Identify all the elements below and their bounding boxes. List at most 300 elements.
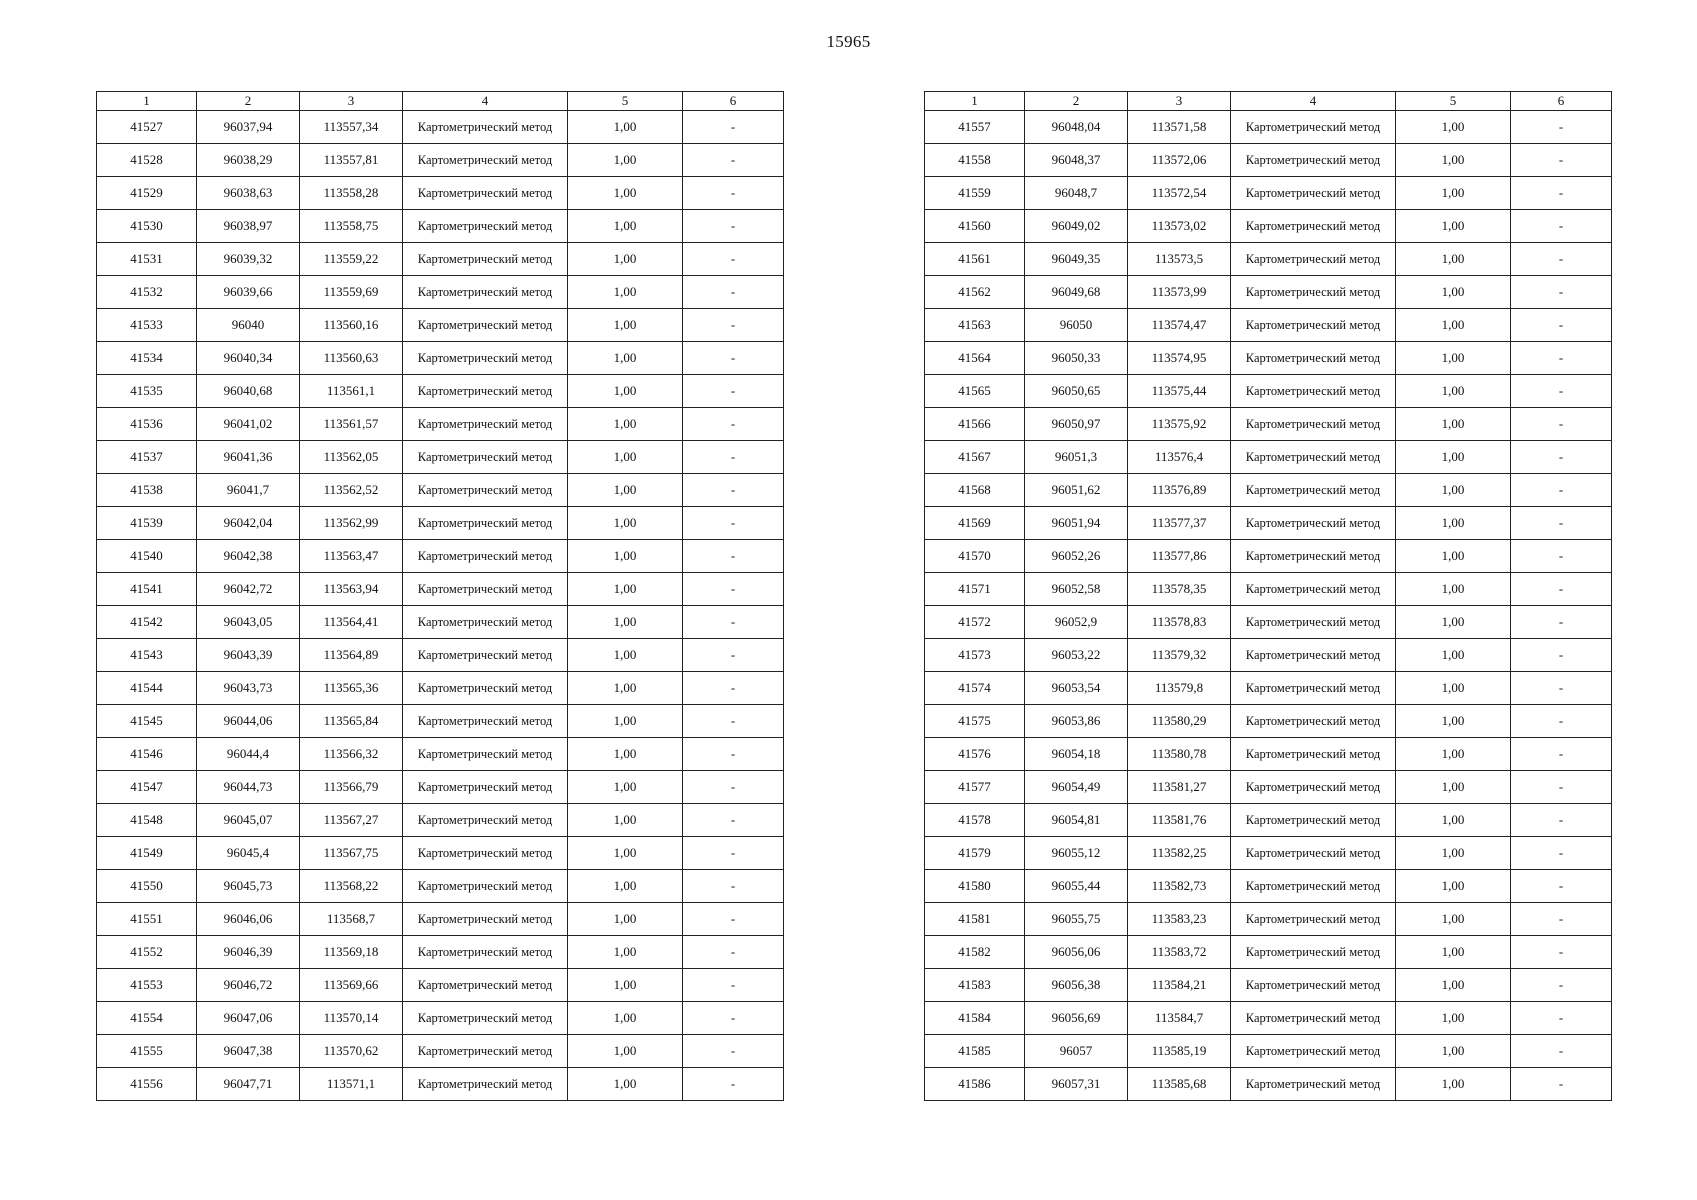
description-cell: - xyxy=(683,870,784,903)
table-row xyxy=(97,573,784,606)
point-number-cell: 41544 xyxy=(97,672,197,705)
method-cell: Картометрический метод xyxy=(403,441,568,474)
y-coordinate-cell: 113576,4 xyxy=(1128,441,1231,474)
table-row xyxy=(925,936,1612,969)
point-number-cell: 41568 xyxy=(925,474,1025,507)
accuracy-cell: 1,00 xyxy=(1396,1002,1511,1035)
table-row xyxy=(925,1002,1612,1035)
point-number-cell: 41554 xyxy=(97,1002,197,1035)
point-number-cell: 41562 xyxy=(925,276,1025,309)
description-cell: - xyxy=(683,474,784,507)
y-coordinate-cell: 113567,27 xyxy=(300,804,403,837)
accuracy-cell: 1,00 xyxy=(568,144,683,177)
column-header: 1 xyxy=(97,92,197,111)
method-cell: Картометрический метод xyxy=(1231,408,1396,441)
table-row xyxy=(925,1068,1612,1101)
method-cell: Картометрический метод xyxy=(403,408,568,441)
accuracy-cell: 1,00 xyxy=(568,1002,683,1035)
point-number-cell: 41580 xyxy=(925,870,1025,903)
accuracy-cell: 1,00 xyxy=(568,870,683,903)
method-cell: Картометрический метод xyxy=(1231,144,1396,177)
x-coordinate-cell: 96049,02 xyxy=(1025,210,1128,243)
table-row xyxy=(925,573,1612,606)
y-coordinate-cell: 113578,35 xyxy=(1128,573,1231,606)
point-number-cell: 41579 xyxy=(925,837,1025,870)
y-coordinate-cell: 113568,22 xyxy=(300,870,403,903)
description-cell: - xyxy=(1511,804,1612,837)
x-coordinate-cell: 96044,73 xyxy=(197,771,300,804)
method-cell: Картометрический метод xyxy=(403,309,568,342)
table-row xyxy=(925,705,1612,738)
accuracy-cell: 1,00 xyxy=(568,474,683,507)
accuracy-cell: 1,00 xyxy=(568,969,683,1002)
description-cell: - xyxy=(683,1068,784,1101)
description-cell: - xyxy=(1511,210,1612,243)
table-row xyxy=(925,111,1612,144)
point-number-cell: 41543 xyxy=(97,639,197,672)
accuracy-cell: 1,00 xyxy=(568,606,683,639)
table-row xyxy=(925,474,1612,507)
method-cell: Картометрический метод xyxy=(1231,342,1396,375)
x-coordinate-cell: 96048,37 xyxy=(1025,144,1128,177)
table-row xyxy=(97,606,784,639)
point-number-cell: 41573 xyxy=(925,639,1025,672)
accuracy-cell: 1,00 xyxy=(568,309,683,342)
x-coordinate-cell: 96052,58 xyxy=(1025,573,1128,606)
x-coordinate-cell: 96049,35 xyxy=(1025,243,1128,276)
description-cell: - xyxy=(683,639,784,672)
x-coordinate-cell: 96046,72 xyxy=(197,969,300,1002)
y-coordinate-cell: 113581,27 xyxy=(1128,771,1231,804)
y-coordinate-cell: 113575,44 xyxy=(1128,375,1231,408)
x-coordinate-cell: 96040 xyxy=(197,309,300,342)
accuracy-cell: 1,00 xyxy=(1396,111,1511,144)
y-coordinate-cell: 113573,99 xyxy=(1128,276,1231,309)
x-coordinate-cell: 96042,38 xyxy=(197,540,300,573)
accuracy-cell: 1,00 xyxy=(568,210,683,243)
method-cell: Картометрический метод xyxy=(1231,111,1396,144)
y-coordinate-cell: 113585,68 xyxy=(1128,1068,1231,1101)
description-cell: - xyxy=(683,771,784,804)
table-row xyxy=(97,870,784,903)
y-coordinate-cell: 113569,18 xyxy=(300,936,403,969)
accuracy-cell: 1,00 xyxy=(1396,474,1511,507)
description-cell: - xyxy=(1511,111,1612,144)
point-number-cell: 41531 xyxy=(97,243,197,276)
point-number-cell: 41533 xyxy=(97,309,197,342)
x-coordinate-cell: 96043,73 xyxy=(197,672,300,705)
x-coordinate-cell: 96055,12 xyxy=(1025,837,1128,870)
y-coordinate-cell: 113578,83 xyxy=(1128,606,1231,639)
y-coordinate-cell: 113570,14 xyxy=(300,1002,403,1035)
description-cell: - xyxy=(683,210,784,243)
point-number-cell: 41561 xyxy=(925,243,1025,276)
x-coordinate-cell: 96053,86 xyxy=(1025,705,1128,738)
point-number-cell: 41574 xyxy=(925,672,1025,705)
point-number-cell: 41585 xyxy=(925,1035,1025,1068)
point-number-cell: 41583 xyxy=(925,969,1025,1002)
description-cell: - xyxy=(683,969,784,1002)
description-cell: - xyxy=(683,243,784,276)
point-number-cell: 41557 xyxy=(925,111,1025,144)
page-number: 15965 xyxy=(826,32,871,51)
x-coordinate-cell: 96039,32 xyxy=(197,243,300,276)
column-header: 4 xyxy=(1231,92,1396,111)
description-cell: - xyxy=(1511,342,1612,375)
accuracy-cell: 1,00 xyxy=(1396,342,1511,375)
method-cell: Картометрический метод xyxy=(1231,243,1396,276)
point-number-cell: 41538 xyxy=(97,474,197,507)
table-row xyxy=(925,639,1612,672)
x-coordinate-cell: 96052,26 xyxy=(1025,540,1128,573)
accuracy-cell: 1,00 xyxy=(1396,606,1511,639)
y-coordinate-cell: 113557,81 xyxy=(300,144,403,177)
x-coordinate-cell: 96050,65 xyxy=(1025,375,1128,408)
x-coordinate-cell: 96052,9 xyxy=(1025,606,1128,639)
accuracy-cell: 1,00 xyxy=(568,705,683,738)
method-cell: Картометрический метод xyxy=(1231,639,1396,672)
table-header-row xyxy=(97,92,784,111)
accuracy-cell: 1,00 xyxy=(1396,441,1511,474)
method-cell: Картометрический метод xyxy=(403,738,568,771)
accuracy-cell: 1,00 xyxy=(568,276,683,309)
point-number-cell: 41586 xyxy=(925,1068,1025,1101)
point-number-cell: 41542 xyxy=(97,606,197,639)
table-row xyxy=(97,969,784,1002)
description-cell: - xyxy=(1511,738,1612,771)
method-cell: Картометрический метод xyxy=(1231,606,1396,639)
point-number-cell: 41527 xyxy=(97,111,197,144)
x-coordinate-cell: 96044,06 xyxy=(197,705,300,738)
method-cell: Картометрический метод xyxy=(403,111,568,144)
point-number-cell: 41558 xyxy=(925,144,1025,177)
table-row xyxy=(97,441,784,474)
accuracy-cell: 1,00 xyxy=(568,738,683,771)
y-coordinate-cell: 113572,06 xyxy=(1128,144,1231,177)
y-coordinate-cell: 113563,94 xyxy=(300,573,403,606)
y-coordinate-cell: 113561,57 xyxy=(300,408,403,441)
point-number-cell: 41576 xyxy=(925,738,1025,771)
x-coordinate-cell: 96044,4 xyxy=(197,738,300,771)
table-row xyxy=(97,1035,784,1068)
coordinates-table-right xyxy=(924,91,1612,1101)
description-cell: - xyxy=(683,144,784,177)
accuracy-cell: 1,00 xyxy=(568,936,683,969)
table-row xyxy=(925,309,1612,342)
y-coordinate-cell: 113572,54 xyxy=(1128,177,1231,210)
table-row xyxy=(97,177,784,210)
table-row xyxy=(97,639,784,672)
accuracy-cell: 1,00 xyxy=(568,771,683,804)
x-coordinate-cell: 96046,39 xyxy=(197,936,300,969)
y-coordinate-cell: 113561,1 xyxy=(300,375,403,408)
x-coordinate-cell: 96054,18 xyxy=(1025,738,1128,771)
x-coordinate-cell: 96042,72 xyxy=(197,573,300,606)
y-coordinate-cell: 113562,99 xyxy=(300,507,403,540)
x-coordinate-cell: 96054,49 xyxy=(1025,771,1128,804)
table-row xyxy=(97,507,784,540)
accuracy-cell: 1,00 xyxy=(1396,969,1511,1002)
point-number-cell: 41537 xyxy=(97,441,197,474)
method-cell: Картометрический метод xyxy=(1231,903,1396,936)
description-cell: - xyxy=(683,276,784,309)
y-coordinate-cell: 113567,75 xyxy=(300,837,403,870)
x-coordinate-cell: 96041,36 xyxy=(197,441,300,474)
description-cell: - xyxy=(1511,969,1612,1002)
method-cell: Картометрический метод xyxy=(1231,936,1396,969)
point-number-cell: 41545 xyxy=(97,705,197,738)
description-cell: - xyxy=(1511,705,1612,738)
description-cell: - xyxy=(683,540,784,573)
method-cell: Картометрический метод xyxy=(1231,573,1396,606)
point-number-cell: 41566 xyxy=(925,408,1025,441)
table-row xyxy=(97,342,784,375)
point-number-cell: 41570 xyxy=(925,540,1025,573)
column-header: 1 xyxy=(925,92,1025,111)
y-coordinate-cell: 113564,41 xyxy=(300,606,403,639)
accuracy-cell: 1,00 xyxy=(1396,408,1511,441)
point-number-cell: 41552 xyxy=(97,936,197,969)
description-cell: - xyxy=(683,375,784,408)
table-row xyxy=(925,210,1612,243)
table-row xyxy=(925,144,1612,177)
table-row xyxy=(97,309,784,342)
accuracy-cell: 1,00 xyxy=(568,111,683,144)
description-cell: - xyxy=(1511,441,1612,474)
description-cell: - xyxy=(1511,672,1612,705)
accuracy-cell: 1,00 xyxy=(1396,177,1511,210)
accuracy-cell: 1,00 xyxy=(1396,936,1511,969)
y-coordinate-cell: 113566,79 xyxy=(300,771,403,804)
method-cell: Картометрический метод xyxy=(1231,276,1396,309)
description-cell: - xyxy=(683,342,784,375)
method-cell: Картометрический метод xyxy=(1231,474,1396,507)
accuracy-cell: 1,00 xyxy=(1396,903,1511,936)
point-number-cell: 41555 xyxy=(97,1035,197,1068)
accuracy-cell: 1,00 xyxy=(1396,705,1511,738)
description-cell: - xyxy=(1511,177,1612,210)
method-cell: Картометрический метод xyxy=(403,1035,568,1068)
description-cell: - xyxy=(683,309,784,342)
description-cell: - xyxy=(683,111,784,144)
table-row xyxy=(97,243,784,276)
column-header: 2 xyxy=(1025,92,1128,111)
method-cell: Картометрический метод xyxy=(403,474,568,507)
y-coordinate-cell: 113583,23 xyxy=(1128,903,1231,936)
description-cell: - xyxy=(1511,1068,1612,1101)
table-row xyxy=(97,903,784,936)
table-row xyxy=(925,606,1612,639)
table-row xyxy=(925,276,1612,309)
accuracy-cell: 1,00 xyxy=(1396,672,1511,705)
x-coordinate-cell: 96045,07 xyxy=(197,804,300,837)
y-coordinate-cell: 113571,58 xyxy=(1128,111,1231,144)
table-row xyxy=(925,672,1612,705)
accuracy-cell: 1,00 xyxy=(568,441,683,474)
table-row xyxy=(97,540,784,573)
method-cell: Картометрический метод xyxy=(403,243,568,276)
x-coordinate-cell: 96053,22 xyxy=(1025,639,1128,672)
point-number-cell: 41550 xyxy=(97,870,197,903)
accuracy-cell: 1,00 xyxy=(1396,837,1511,870)
description-cell: - xyxy=(1511,903,1612,936)
method-cell: Картометрический метод xyxy=(403,573,568,606)
accuracy-cell: 1,00 xyxy=(1396,309,1511,342)
description-cell: - xyxy=(683,936,784,969)
method-cell: Картометрический метод xyxy=(403,837,568,870)
y-coordinate-cell: 113582,25 xyxy=(1128,837,1231,870)
accuracy-cell: 1,00 xyxy=(568,1068,683,1101)
y-coordinate-cell: 113584,21 xyxy=(1128,969,1231,1002)
x-coordinate-cell: 96048,04 xyxy=(1025,111,1128,144)
table-row xyxy=(925,1035,1612,1068)
table-row xyxy=(925,177,1612,210)
coordinates-table-left xyxy=(96,91,784,1101)
point-number-cell: 41534 xyxy=(97,342,197,375)
table-row xyxy=(97,672,784,705)
point-number-cell: 41559 xyxy=(925,177,1025,210)
method-cell: Картометрический метод xyxy=(1231,804,1396,837)
x-coordinate-cell: 96047,38 xyxy=(197,1035,300,1068)
method-cell: Картометрический метод xyxy=(1231,672,1396,705)
description-cell: - xyxy=(683,738,784,771)
accuracy-cell: 1,00 xyxy=(1396,1068,1511,1101)
accuracy-cell: 1,00 xyxy=(1396,771,1511,804)
point-number-cell: 41551 xyxy=(97,903,197,936)
column-header: 3 xyxy=(1128,92,1231,111)
x-coordinate-cell: 96056,38 xyxy=(1025,969,1128,1002)
table-row xyxy=(925,804,1612,837)
x-coordinate-cell: 96042,04 xyxy=(197,507,300,540)
table-row xyxy=(97,1002,784,1035)
y-coordinate-cell: 113559,22 xyxy=(300,243,403,276)
y-coordinate-cell: 113560,16 xyxy=(300,309,403,342)
table-row xyxy=(97,408,784,441)
point-number-cell: 41530 xyxy=(97,210,197,243)
method-cell: Картометрический метод xyxy=(1231,969,1396,1002)
point-number-cell: 41529 xyxy=(97,177,197,210)
x-coordinate-cell: 96048,7 xyxy=(1025,177,1128,210)
y-coordinate-cell: 113558,75 xyxy=(300,210,403,243)
table-row xyxy=(925,540,1612,573)
description-cell: - xyxy=(683,903,784,936)
accuracy-cell: 1,00 xyxy=(568,573,683,606)
x-coordinate-cell: 96053,54 xyxy=(1025,672,1128,705)
method-cell: Картометрический метод xyxy=(403,540,568,573)
table-row xyxy=(97,276,784,309)
y-coordinate-cell: 113559,69 xyxy=(300,276,403,309)
table-row xyxy=(97,738,784,771)
table-row xyxy=(925,903,1612,936)
description-cell: - xyxy=(1511,243,1612,276)
method-cell: Картометрический метод xyxy=(1231,210,1396,243)
table-row xyxy=(97,474,784,507)
description-cell: - xyxy=(1511,606,1612,639)
accuracy-cell: 1,00 xyxy=(568,804,683,837)
point-number-cell: 41563 xyxy=(925,309,1025,342)
point-number-cell: 41553 xyxy=(97,969,197,1002)
accuracy-cell: 1,00 xyxy=(1396,573,1511,606)
y-coordinate-cell: 113573,02 xyxy=(1128,210,1231,243)
point-number-cell: 41547 xyxy=(97,771,197,804)
description-cell: - xyxy=(683,573,784,606)
table-row xyxy=(925,375,1612,408)
method-cell: Картометрический метод xyxy=(1231,177,1396,210)
y-coordinate-cell: 113576,89 xyxy=(1128,474,1231,507)
description-cell: - xyxy=(683,441,784,474)
description-cell: - xyxy=(1511,144,1612,177)
point-number-cell: 41578 xyxy=(925,804,1025,837)
description-cell: - xyxy=(1511,1002,1612,1035)
table-header-row xyxy=(925,92,1612,111)
table-row xyxy=(97,804,784,837)
table-row xyxy=(97,837,784,870)
method-cell: Картометрический метод xyxy=(403,639,568,672)
point-number-cell: 41546 xyxy=(97,738,197,771)
method-cell: Картометрический метод xyxy=(403,375,568,408)
column-header: 4 xyxy=(403,92,568,111)
y-coordinate-cell: 113574,47 xyxy=(1128,309,1231,342)
description-cell: - xyxy=(683,177,784,210)
description-cell: - xyxy=(1511,870,1612,903)
method-cell: Картометрический метод xyxy=(403,936,568,969)
method-cell: Картометрический метод xyxy=(403,771,568,804)
y-coordinate-cell: 113563,47 xyxy=(300,540,403,573)
column-header: 2 xyxy=(197,92,300,111)
point-number-cell: 41540 xyxy=(97,540,197,573)
y-coordinate-cell: 113577,86 xyxy=(1128,540,1231,573)
method-cell: Картометрический метод xyxy=(1231,837,1396,870)
description-cell: - xyxy=(1511,276,1612,309)
point-number-cell: 41584 xyxy=(925,1002,1025,1035)
y-coordinate-cell: 113579,8 xyxy=(1128,672,1231,705)
method-cell: Картометрический метод xyxy=(1231,309,1396,342)
point-number-cell: 41560 xyxy=(925,210,1025,243)
y-coordinate-cell: 113566,32 xyxy=(300,738,403,771)
point-number-cell: 41535 xyxy=(97,375,197,408)
description-cell: - xyxy=(1511,474,1612,507)
x-coordinate-cell: 96037,94 xyxy=(197,111,300,144)
y-coordinate-cell: 113570,62 xyxy=(300,1035,403,1068)
table-row xyxy=(97,210,784,243)
method-cell: Картометрический метод xyxy=(1231,1035,1396,1068)
description-cell: - xyxy=(1511,1035,1612,1068)
y-coordinate-cell: 113577,37 xyxy=(1128,507,1231,540)
point-number-cell: 41581 xyxy=(925,903,1025,936)
accuracy-cell: 1,00 xyxy=(568,342,683,375)
accuracy-cell: 1,00 xyxy=(1396,738,1511,771)
description-cell: - xyxy=(1511,375,1612,408)
y-coordinate-cell: 113560,63 xyxy=(300,342,403,375)
method-cell: Картометрический метод xyxy=(1231,441,1396,474)
method-cell: Картометрический метод xyxy=(403,903,568,936)
x-coordinate-cell: 96057,31 xyxy=(1025,1068,1128,1101)
point-number-cell: 41577 xyxy=(925,771,1025,804)
point-number-cell: 41556 xyxy=(97,1068,197,1101)
description-cell: - xyxy=(683,507,784,540)
y-coordinate-cell: 113574,95 xyxy=(1128,342,1231,375)
y-coordinate-cell: 113580,29 xyxy=(1128,705,1231,738)
table-row xyxy=(925,408,1612,441)
x-coordinate-cell: 96040,68 xyxy=(197,375,300,408)
x-coordinate-cell: 96043,05 xyxy=(197,606,300,639)
x-coordinate-cell: 96057 xyxy=(1025,1035,1128,1068)
x-coordinate-cell: 96038,97 xyxy=(197,210,300,243)
description-cell: - xyxy=(1511,573,1612,606)
description-cell: - xyxy=(683,408,784,441)
method-cell: Картометрический метод xyxy=(403,870,568,903)
column-header: 6 xyxy=(683,92,784,111)
